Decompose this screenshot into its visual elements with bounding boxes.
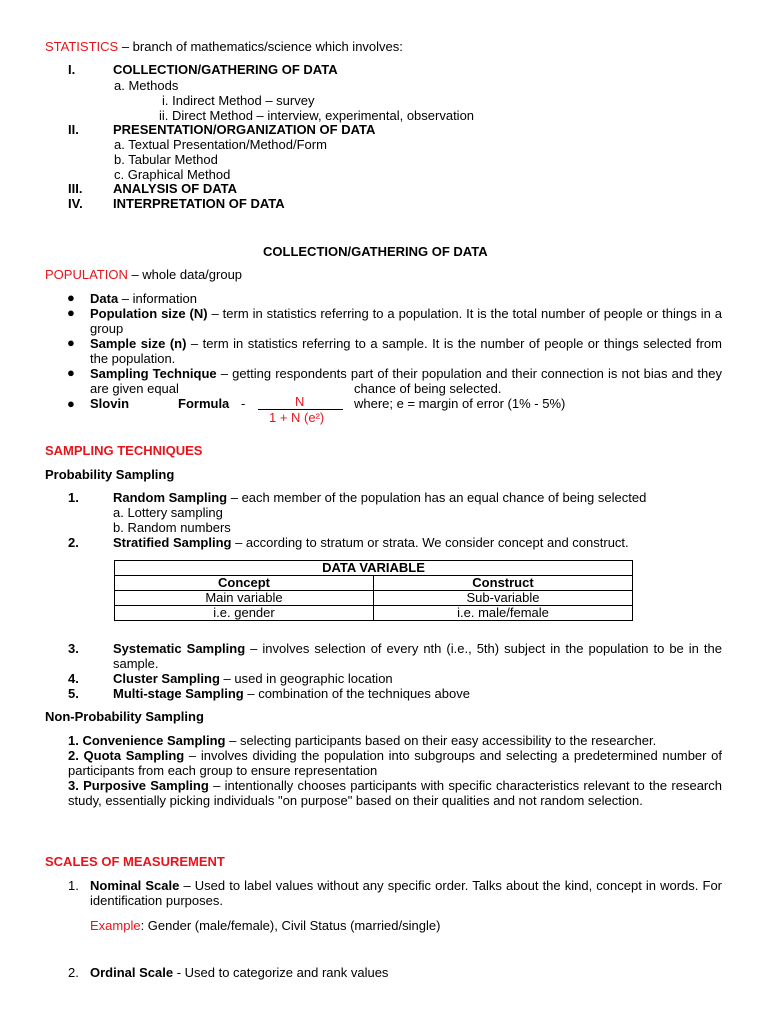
bullet-population-size [90, 306, 722, 336]
sampling-technique-continuation: chance of being selected. [354, 381, 502, 396]
multi-stage-sampling-definition: – combination of the techniques above [243, 686, 470, 701]
sampling-technique-term: Sampling Technique [90, 366, 217, 381]
p1-num: 1. [68, 490, 79, 505]
data-definition: – information [118, 291, 197, 306]
example-label: Example [90, 918, 141, 933]
p4-num: 4. [68, 671, 79, 686]
lottery-sampling: a. Lottery sampling [113, 505, 223, 520]
convenience-sampling [68, 733, 656, 748]
s2-num: 2. [68, 965, 79, 980]
multi-stage-sampling-term: Multi-stage Sampling [113, 686, 244, 701]
statistics-definition: – branch of mathematics/science which involves: [118, 39, 403, 54]
table-row [115, 561, 633, 576]
systematic-sampling-term: Systematic Sampling [113, 641, 246, 656]
table-header-construct: Construct [374, 576, 633, 591]
cluster-sampling [113, 671, 393, 686]
bullet-data [90, 291, 197, 306]
ordinal-scale [90, 965, 388, 980]
purposive-sampling-term: 3. Purposive Sampling [68, 778, 209, 793]
table-title: DATA VARIABLE [115, 561, 633, 576]
table-cell: i.e. male/female [374, 606, 633, 621]
outline-ii-a: a. Textual Presentation/Method/Form [114, 137, 327, 152]
collection-heading: COLLECTION/GATHERING OF DATA [263, 244, 488, 259]
sample-size-term: Sample size (n) [90, 336, 187, 351]
slovin-numerator: N [295, 394, 305, 409]
bullet-sample-size [90, 336, 722, 366]
population-term: POPULATION [45, 267, 128, 282]
sampling-technique-definition: – getting respondents part of their population and their connection is not bias and they are given equal [90, 366, 722, 396]
outline-ii-c: c. Graphical Method [114, 167, 231, 182]
quota-sampling-definition: – involves dividing the population into subgroups and selecting a predetermined number of participants from each group to ensure representation [68, 748, 722, 778]
sampling-techniques-heading: SAMPLING TECHNIQUES [45, 443, 203, 458]
slovin-where: where; e = margin of error (1% - 5%) [354, 396, 566, 411]
stratified-sampling-definition: – according to stratum or strata. We consider concept and construct. [231, 535, 629, 550]
outline-ii-b: b. Tabular Method [114, 152, 218, 167]
outline-i-a-i: i. Indirect Method – survey [162, 93, 315, 108]
s1-num: 1. [68, 878, 79, 893]
data-variable-table [114, 560, 633, 621]
table-cell: Main variable [115, 591, 374, 606]
outline-num-iv: IV. [68, 196, 83, 211]
probability-sampling-heading: Probability Sampling [45, 467, 175, 482]
purposive-sampling [68, 778, 722, 808]
outline-title-i: COLLECTION/GATHERING OF DATA [113, 62, 338, 77]
random-numbers: b. Random numbers [113, 520, 231, 535]
quota-sampling-term: 2. Quota Sampling [68, 748, 185, 763]
random-sampling-term: Random Sampling [113, 490, 228, 505]
systematic-sampling-definition: – involves selection of every nth (i.e., 5th) subject in the population to be in the sample. [113, 641, 722, 671]
bullet-icon: ● [67, 290, 75, 305]
statistics-term: STATISTICS [45, 39, 119, 54]
cluster-sampling-term: Cluster Sampling [113, 671, 220, 686]
bullet-icon: ● [67, 396, 75, 411]
outline-title-iii: ANALYSIS OF DATA [113, 181, 237, 196]
population-definition: – whole data/group [127, 267, 243, 282]
sample-size-definition: – term in statistics referring to a sample. It is the number of people or things selected from the population. [90, 336, 722, 366]
outline-num-i: I. [68, 62, 76, 77]
nominal-scale-definition: – Used to label values without any specific order. Talks about the kind, concept in words. For identification purposes. [90, 878, 722, 908]
population-line [45, 267, 242, 282]
quota-sampling [68, 748, 722, 778]
p2-num: 2. [68, 535, 79, 550]
outline-i-a-ii: ii. Direct Method – interview, experimental, observation [159, 108, 475, 123]
random-sampling-definition: – each member of the population has an equal chance of being selected [227, 490, 647, 505]
systematic-sampling [113, 641, 722, 671]
slovin-term: Slovin [90, 396, 130, 411]
scales-heading: SCALES OF MEASUREMENT [45, 854, 225, 869]
non-probability-heading: Non-Probability Sampling [45, 709, 204, 724]
convenience-sampling-definition: – selecting participants based on their easy accessibility to the researcher. [225, 733, 657, 748]
slovin-denominator: 1 + N (e²) [269, 410, 325, 425]
outline-title-iv: INTERPRETATION OF DATA [113, 196, 285, 211]
population-size-definition: – term in statistics referring to a population. It is the total number of people or things in a group [90, 306, 723, 336]
population-size-term: Population size (N) [90, 306, 208, 321]
table-header-concept: Concept [115, 576, 374, 591]
example-line [90, 918, 440, 933]
outline-i-a: a. Methods [114, 78, 179, 93]
outline-num-iii: III. [68, 181, 83, 196]
intro-line [45, 39, 403, 54]
table-row [115, 606, 633, 621]
random-sampling [113, 490, 646, 505]
bullet-icon: ● [67, 335, 75, 350]
multi-stage-sampling [113, 686, 470, 701]
bullet-icon: ● [67, 305, 75, 320]
ordinal-scale-term: Ordinal Scale [90, 965, 174, 980]
p5-num: 5. [68, 686, 79, 701]
nominal-scale [90, 878, 722, 908]
outline-num-ii: II. [68, 122, 79, 137]
cluster-sampling-definition: – used in geographic location [219, 671, 393, 686]
table-cell: i.e. gender [115, 606, 374, 621]
table-cell: Sub-variable [374, 591, 633, 606]
bullet-icon: ● [67, 365, 75, 380]
outline-title-ii: PRESENTATION/ORGANIZATION OF DATA [113, 122, 376, 137]
table-row [115, 576, 633, 591]
formula-term: Formula [178, 396, 230, 411]
stratified-sampling [113, 535, 629, 550]
p3-num: 3. [68, 641, 79, 656]
convenience-sampling-term: 1. Convenience Sampling [68, 733, 226, 748]
data-term: Data [90, 291, 119, 306]
purposive-sampling-definition: – intentionally chooses participants with specific characteristics relevant to the research study, essentially picking individuals "on purpose" based on their qualities and not random selection. [68, 778, 722, 808]
ordinal-scale-definition: - Used to categorize and rank values [173, 965, 389, 980]
table-row [115, 591, 633, 606]
example-text: : Gender (male/female), Civil Status (married/single) [140, 918, 441, 933]
stratified-sampling-term: Stratified Sampling [113, 535, 232, 550]
slovin-dash: - [241, 396, 246, 411]
nominal-scale-term: Nominal Scale [90, 878, 180, 893]
